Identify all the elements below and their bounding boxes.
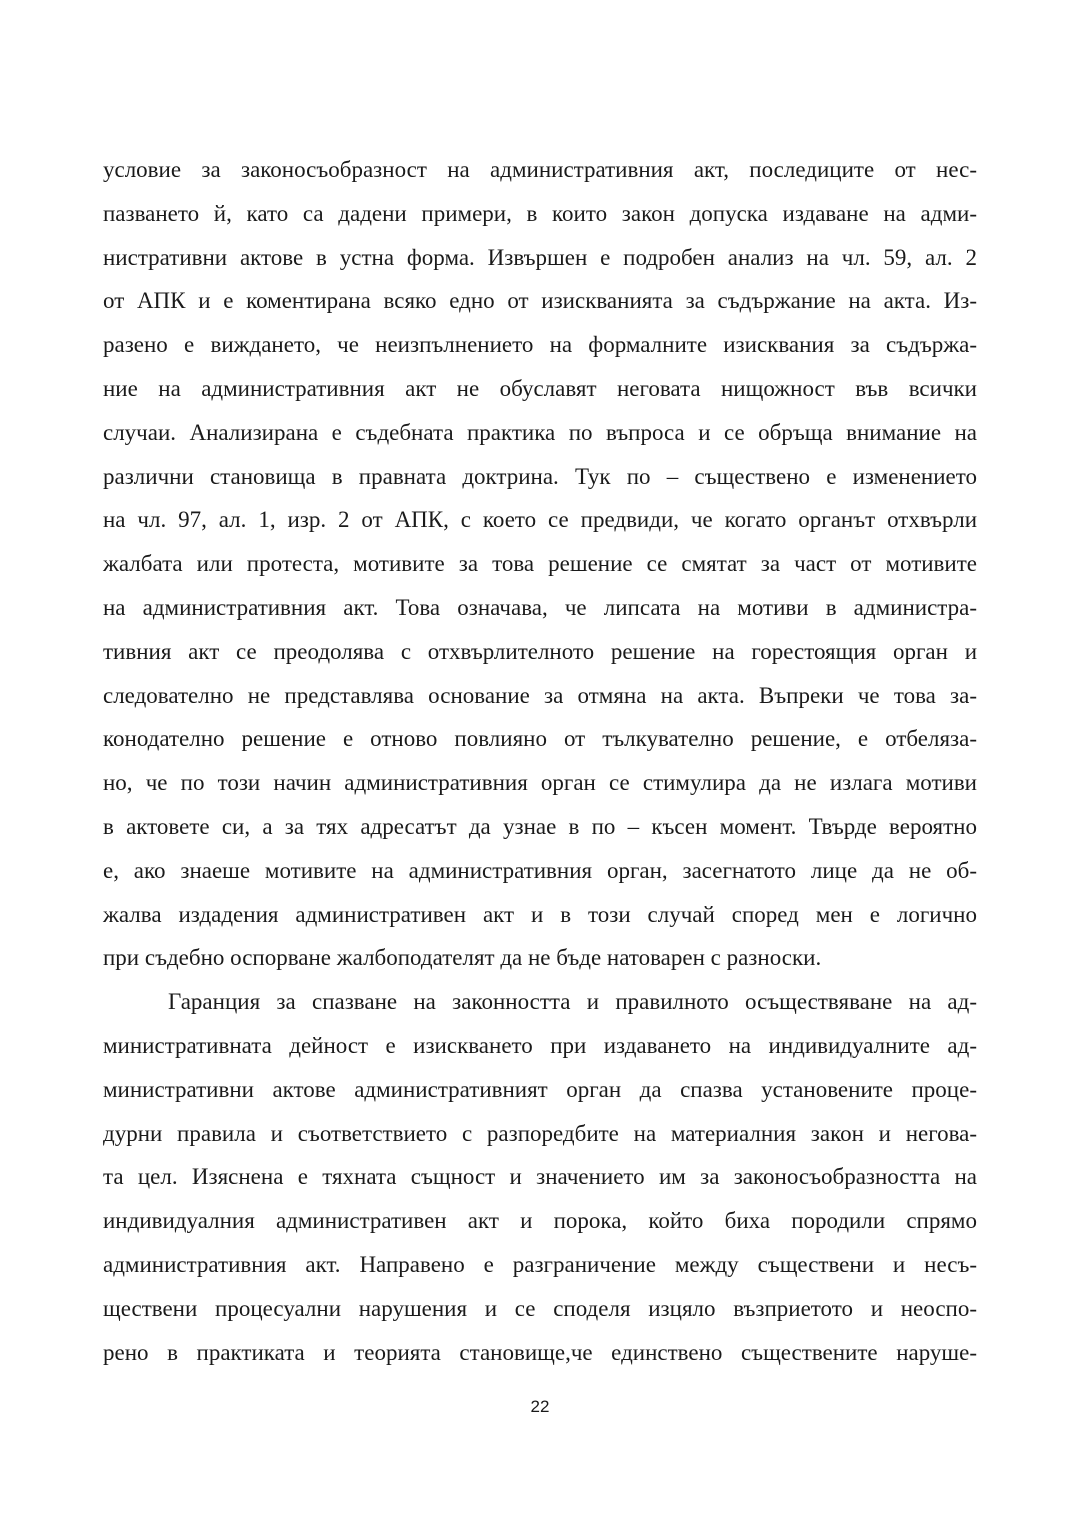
text-line: пазването й, като са дадени примери, в които закон допуска издаване на адми-: [103, 200, 977, 226]
text-line: индивидуалния административен акт и порока, който биха породили спрямо: [103, 1208, 977, 1234]
body-text: [103, 148, 977, 1374]
text-line: следователно не представлява основание за отмяна на акта. Въпреки че това за-: [103, 682, 977, 708]
text-line: но, че по този начин административния орган се стимулира да не излага мотиви: [103, 770, 977, 796]
text-line: ществени процесуални нарушения и се споделя изцяло възприетото и неоспо-: [103, 1295, 977, 1321]
page-number: 22: [530, 1397, 550, 1416]
text-line: рено в практиката и теорията становище,че единствено съществените наруше-: [103, 1339, 977, 1365]
text-line: жалва издадения административен акт и в този случай според мен е логично: [103, 901, 977, 927]
text-line: тивния акт се преодолява с отхвърлителното решение на горестоящия орган и: [103, 638, 977, 664]
text-line: ние на административния акт не обуславят неговата нищожност във всички: [103, 375, 977, 401]
text-line: нистративни актове в устна форма. Извършен е подробен анализ на чл. 59, ал. 2: [103, 244, 977, 270]
text-line: жалбата или протеста, мотивите за това решение се смятат за част от мотивите: [103, 551, 977, 577]
text-line: при съдебно оспорване жалбоподателят да не бъде натоварен с разноски.: [103, 945, 822, 971]
text-line: на административния акт. Това означава, че липсата на мотиви в администра-: [103, 594, 977, 620]
text-line: Гаранция за спазване на законността и правилното осъществяване на ад-: [168, 989, 977, 1015]
text-line: на чл. 97, ал. 1, изр. 2 от АПК, с което се предвиди, че когато органът отхвърли: [103, 507, 977, 533]
text-line: разено е виждането, че неизпълнението на формалните изисквания за съдържа-: [103, 332, 977, 358]
text-line: в актовете си, а за тях адресатът да узнае в по – късен момент. Твърде вероятно: [103, 813, 977, 839]
text-line: та цел. Изяснена е тяхната същност и значението им за законосъобразността на: [103, 1164, 977, 1190]
text-line: министративни актове административният орган да спазва установените проце-: [103, 1076, 977, 1102]
text-line: дурни правила и съответствието с разпоредбите на материалния закон и негова-: [103, 1120, 977, 1146]
text-line: административния акт. Направено е разграничение между съществени и несъ-: [103, 1251, 977, 1277]
paragraph-1: [103, 148, 977, 980]
paragraph-2: [103, 980, 977, 1374]
text-line: различни становища в правната доктрина. Тук по – съществено е изменението: [103, 463, 977, 489]
text-line: е, ако знаеше мотивите на административния орган, засегнатото лице да не об-: [103, 857, 977, 883]
text-line: от АПК и е коментирана всяко едно от изискванията за съдържание на акта. Из-: [103, 288, 977, 314]
text-line: случаи. Анализирана е съдебната практика по въпроса и се обръща внимание на: [103, 419, 977, 445]
text-line: министративната дейност е изискването при издаването на индивидуалните ад-: [103, 1032, 977, 1058]
text-line: конодателно решение е отново повлияно от тълкувателно решение, е отбеляза-: [103, 726, 977, 752]
text-line: условие за законосъобразност на административния акт, последиците от нес-: [103, 157, 977, 182]
